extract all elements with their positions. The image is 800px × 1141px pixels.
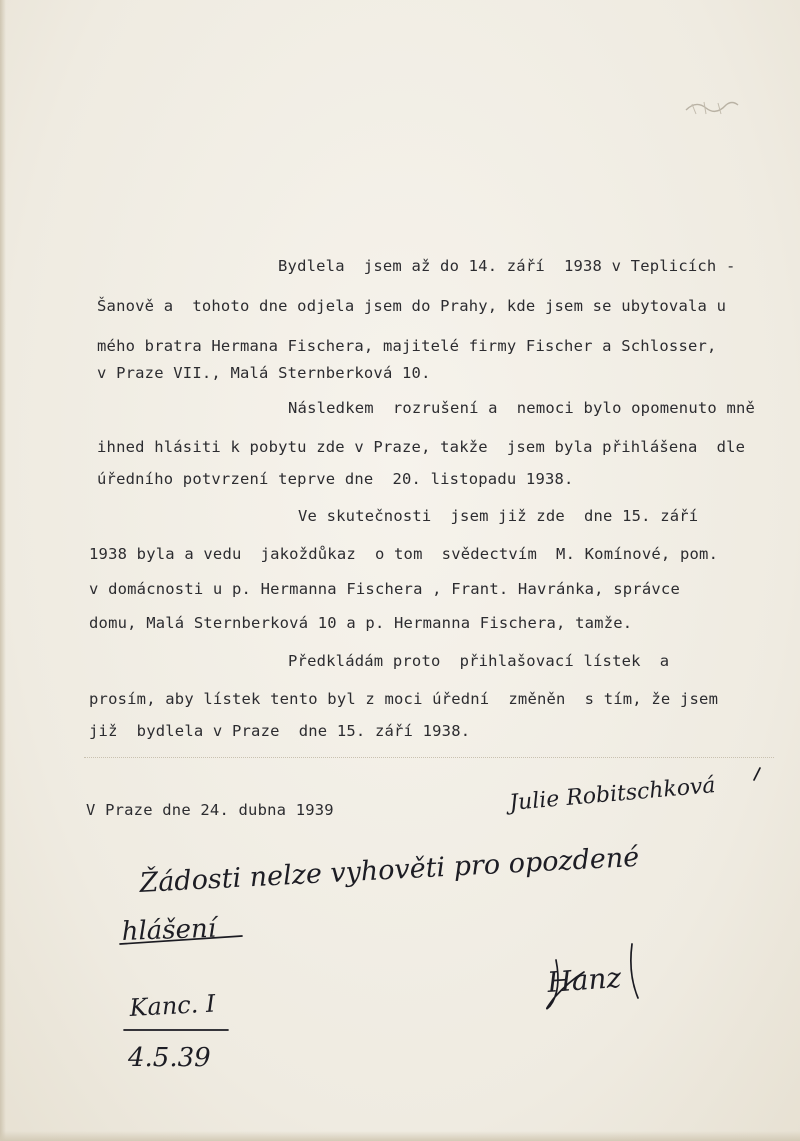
date-line: V Praze dne 24. dubna 1939 [86,801,334,819]
letter-line-11: domu, Malá Sternberková 10 a p. Hermanna Fischera, tamže. [89,614,633,632]
letter-line-7: úředního potvrzení teprve dne 20. listopadu 1938. [97,470,574,488]
svg-text:Kanc. I: Kanc. I [128,989,217,1022]
note-date [127,1043,211,1073]
letter-line-1: Bydlela jsem až do 14. září 1938 v Teplicích - [278,257,736,275]
letter-line-14: již bydlela v Praze dne 15. září 1938. [89,722,471,740]
svg-text:Hanz: Hanz [546,960,623,999]
letter-line-2: Šanově a tohoto dne odjela jsem do Prahy, kde jsem se ubytovala u [97,297,727,315]
letter-line-4: v Praze VII., Malá Sternberková 10. [97,364,431,382]
signature [504,768,760,816]
letter-line-13: prosím, aby lístek tento byl z moci úřední změněn s tím, že jsem [89,690,719,708]
svg-text:4.5.39: 4.5.39 [128,1043,211,1073]
official-note [120,840,640,947]
letter-line-8: Ve skutečnosti jsem již zde dne 15. září [298,507,699,525]
letter-line-12: Předkládám proto přihlašovací lístek a [288,652,670,670]
letter-line-6: ihned hlásiti k pobytu zde v Praze, takže jsem byla přihlášena dle [97,438,746,456]
letter-line-9: 1938 byla a vedu jakoždůkaz o tom svědectvím M. Komínové, pom. [89,545,719,563]
svg-text:hlášení: hlášení [121,913,217,947]
official-initials [545,944,638,1009]
svg-text:Julie Robitschková: Julie Robitschková [508,773,717,816]
letter-line-5: Následkem rozrušení a nemoci bylo opomenuto mně [288,399,756,417]
letter-line-3: mého bratra Hermana Fischera, majitelé firmy Fischer a Schlosser, [97,337,717,355]
svg-text:Žádosti nelze vyhověti pro opo: Žádosti nelze vyhověti pro opozdené [138,841,640,899]
file-mark [124,990,228,1030]
letter-line-10: v domácnosti u p. Hermanna Fischera , Frant. Havránka, správce [89,580,680,598]
